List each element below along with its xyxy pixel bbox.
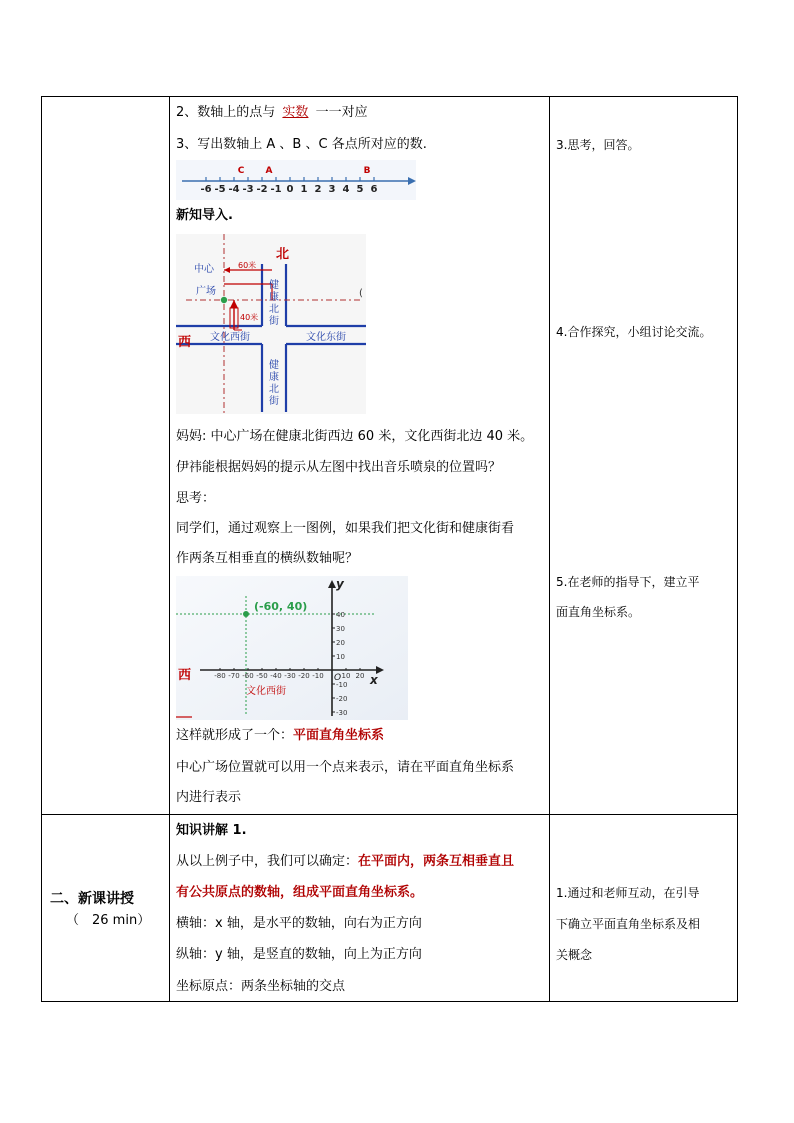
col-divider-1 [169, 96, 170, 1002]
think-label: 思考： [176, 491, 216, 506]
numberline-point-b: B [363, 166, 371, 176]
map-street-east: 文化东街 [306, 332, 346, 343]
street-map-figure [176, 234, 366, 414]
section-time: （ 26 min） [66, 913, 151, 928]
student-activity-3a: 5.在老师的指导下，建立平 [556, 575, 700, 589]
x-tick-label: -80 [214, 672, 226, 680]
map-street-north-char: 北 [269, 384, 279, 395]
row-divider [41, 814, 738, 815]
numberline-tick-label: -6 [200, 184, 212, 195]
map-dist-40: 40米 [240, 313, 259, 322]
y-axis-label: y [336, 577, 344, 591]
fountain-question: 伊祎能根据妈妈的提示从左图中找出音乐喷泉的位置吗？ [176, 460, 502, 475]
definition-line-1: 从以上例子中，我们可以确定：在平面内，两条互相垂直且 [176, 854, 515, 869]
definition-emphasis-2: 有公共原点的数轴，组成平面直角坐标系。 [176, 885, 424, 900]
x-tick-label: -30 [284, 672, 296, 680]
y-tick-label: -10 [336, 681, 348, 689]
x-axis-label: x [370, 673, 378, 687]
y-tick-label: 20 [336, 639, 345, 647]
student-activity-3b: 面直角坐标系。 [556, 605, 641, 619]
x-tick-label: -40 [270, 672, 282, 680]
map-north-label: 北 [276, 247, 290, 262]
term-coordinate-system: 平面直角坐标系 [293, 728, 385, 743]
formed-line: 这样就形成了一个：平面直角坐标系 [176, 728, 385, 743]
numberline-tick-label: -2 [256, 184, 268, 195]
numberline-tick-label: 5 [356, 184, 364, 195]
map-square-label: 广场 [196, 286, 216, 297]
observe-line-1: 同学们，通过观察上一图例，如果我们把文化街和健康街看 [176, 521, 515, 536]
map-street-north-char: 街 [269, 396, 279, 407]
map-street-north-char: 健 [269, 280, 279, 291]
map-street-north-char: 康 [269, 292, 279, 303]
axes-west-label: 西 [178, 668, 192, 683]
coordinate-figure [176, 576, 408, 720]
activity-line-1: 1.通过和老师互动，在引导 [556, 886, 700, 900]
y-tick-label: -30 [336, 709, 348, 717]
col-divider-2 [549, 96, 550, 1002]
numberline-tick-label: -4 [228, 184, 240, 195]
x-tick-label: -20 [298, 672, 310, 680]
map-street-north-char: 街 [269, 316, 279, 327]
x-tick-label: -50 [256, 672, 268, 680]
axes-street-label: 文化西街 [246, 686, 286, 697]
numberline-point-c: C [237, 166, 245, 176]
knowledge-heading: 知识讲解 1. [176, 823, 247, 838]
represent-line-2: 内进行表示 [176, 790, 242, 805]
y-tick-label: 10 [336, 653, 345, 661]
numberline-tick-label: -5 [214, 184, 226, 195]
numberline-tick-label: 6 [370, 184, 378, 195]
map-street-north-char: 北 [269, 304, 279, 315]
observe-line-2: 作两条互相垂直的横纵数轴呢？ [176, 551, 359, 566]
y-tick-label: 40 [336, 611, 345, 619]
origin-definition: 坐标原点：两条坐标轴的交点 [176, 979, 346, 994]
numberline-tick-label: 0 [286, 184, 294, 195]
x-tick-label: 20 [355, 672, 365, 680]
point-coord-label: (-60, 40) [254, 600, 308, 613]
numberline-tick-label: 2 [314, 184, 322, 195]
origin-label: O [334, 673, 342, 683]
numberline-tick-label: -3 [242, 184, 254, 195]
student-activity-2: 4.合作探究，小组讨论交流。 [556, 325, 712, 339]
numberline-tick-label: 3 [328, 184, 336, 195]
map-west-label: 西 [178, 335, 192, 350]
numberline-point-a: A [265, 166, 273, 176]
activity-line-3: 关概念 [556, 948, 593, 962]
x-axis-definition: 横轴：x 轴，是水平的数轴，向右为正方向 [176, 916, 422, 931]
svg-text:(: ( [359, 288, 363, 299]
new-intro-heading: 新知导入. [176, 208, 233, 223]
map-dist-60: 60米 [238, 261, 257, 270]
number-line-figure [176, 160, 416, 200]
numberline-statement: 2、数轴上的点与 实数 一一对应 [176, 105, 368, 120]
numberline-tick-label: 1 [300, 184, 308, 195]
y-axis-definition: 纵轴：y 轴，是竖直的数轴，向上为正方向 [176, 947, 422, 962]
section-title: 二、新课讲授 [50, 891, 134, 907]
map-street-north-char: 康 [269, 372, 279, 383]
numberline-tick-label: -1 [270, 184, 282, 195]
answer-blank: 实数 [282, 105, 309, 120]
map-center-label: 中心 [194, 264, 214, 275]
x-tick-label: -60 [242, 672, 254, 680]
map-street-north-char: 健 [269, 360, 279, 371]
numberline-tick-label: 4 [342, 184, 350, 195]
definition-emphasis-1: 在平面内，两条互相垂直且 [358, 854, 515, 869]
x-tick-label: -10 [312, 672, 324, 680]
x-tick-label: 10 [341, 672, 351, 680]
numberline-question: 3、写出数轴上 A 、B 、C 各点所对应的数. [176, 137, 427, 152]
y-tick-label: -20 [336, 695, 348, 703]
student-activity-1: 3.思考，回答。 [556, 138, 640, 152]
mom-hint: 妈妈: 中心广场在健康北街西边 60 米，文化西街北边 40 米。 [176, 429, 534, 444]
map-street-west: 文化西街 [210, 332, 250, 343]
y-tick-label: 30 [336, 625, 345, 633]
x-tick-label: -70 [228, 672, 240, 680]
represent-line-1: 中心广场位置就可以用一个点来表示，请在平面直角坐标系 [176, 760, 515, 775]
activity-line-2: 下确立平面直角坐标系及相 [556, 917, 701, 931]
